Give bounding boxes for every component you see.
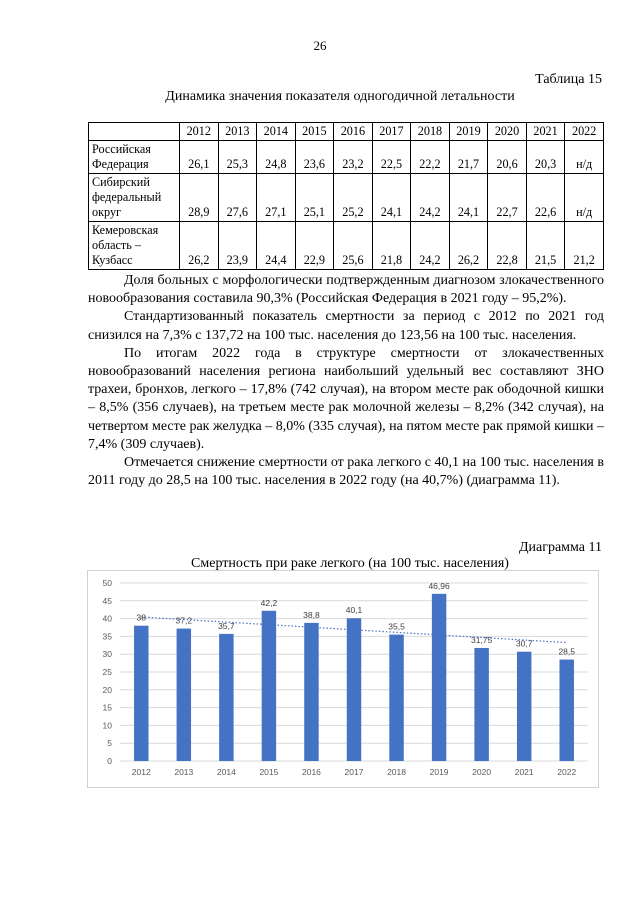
x-tick-label: 2015 xyxy=(259,767,279,777)
table-cell: 23,6 xyxy=(295,141,334,174)
header-year: 2016 xyxy=(334,123,373,141)
y-tick-label: 10 xyxy=(102,720,112,731)
table-cell: 21,5 xyxy=(526,222,565,270)
paragraph: Доля больных с морфологически подтвержденным диагнозом злокачественного новообразования составила 90,3% (Российская Федерация в 2021 году – 95,2%). xyxy=(88,273,604,307)
lung-cancer-mortality-chart xyxy=(88,571,598,787)
table-row xyxy=(89,222,604,270)
bar xyxy=(389,635,403,761)
data-label: 30,7 xyxy=(515,638,533,649)
row-name-line: Кузбасс xyxy=(92,253,133,267)
header-year: 2022 xyxy=(565,123,604,141)
y-tick-label: 5 xyxy=(107,738,112,749)
row-name-line: область – xyxy=(92,238,141,252)
header-year: 2021 xyxy=(526,123,565,141)
table-row xyxy=(89,174,604,222)
y-tick-label: 40 xyxy=(102,613,112,624)
y-tick-label: 15 xyxy=(102,702,112,713)
table-cell: 20,3 xyxy=(526,141,565,174)
table-cell: 24,1 xyxy=(372,174,411,222)
row-name xyxy=(89,174,180,222)
table-cell: 22,5 xyxy=(372,141,411,174)
bar xyxy=(559,660,573,761)
page-number: 26 xyxy=(313,38,327,53)
y-tick-label: 20 xyxy=(102,684,112,695)
row-name-line: федеральный xyxy=(92,190,162,204)
table-cell: 24,2 xyxy=(411,174,450,222)
diagram-title: Смертность при раке легкого (на 100 тыс. населения) xyxy=(191,556,509,571)
table-cell: 24,1 xyxy=(449,174,488,222)
data-label: 28,5 xyxy=(558,646,576,657)
row-name-line: Сибирский xyxy=(92,175,150,189)
table-cell: 27,1 xyxy=(257,174,296,222)
bar xyxy=(517,652,531,761)
table-cell: 25,2 xyxy=(334,174,373,222)
table-caption: Таблица 15 xyxy=(535,72,602,87)
header-year: 2018 xyxy=(411,123,450,141)
table-row xyxy=(89,141,604,174)
table-cell: 26,2 xyxy=(180,222,219,270)
table-cell: 25,1 xyxy=(295,174,334,222)
table-cell: 22,8 xyxy=(488,222,527,270)
y-tick-label: 45 xyxy=(102,595,112,606)
table-cell: 23,2 xyxy=(334,141,373,174)
y-tick-label: 0 xyxy=(107,756,112,766)
table-cell: 25,3 xyxy=(218,141,257,174)
table-cell: 22,7 xyxy=(488,174,527,222)
bar xyxy=(177,629,191,761)
table-cell: 26,1 xyxy=(180,141,219,174)
table-cell: 21,8 xyxy=(372,222,411,270)
x-tick-label: 2022 xyxy=(557,767,577,777)
bar xyxy=(304,623,318,761)
data-label: 38,8 xyxy=(303,609,320,620)
table-cell: 22,9 xyxy=(295,222,334,270)
paragraph: Отмечается снижение смертности от рака легкого с 40,1 на 100 тыс. населения в 2011 году до 28,5 на 100 тыс. населения в 2022 году (на 40,7%) (диаграмма 11). xyxy=(88,455,604,489)
bar xyxy=(134,626,148,761)
x-tick-label: 2012 xyxy=(131,767,151,777)
table-cell: н/д xyxy=(565,174,604,222)
header-year: 2019 xyxy=(449,123,488,141)
header-year: 2013 xyxy=(218,123,257,141)
data-label: 46,96 xyxy=(428,580,450,591)
table-cell: 24,4 xyxy=(257,222,296,270)
data-label: 35,7 xyxy=(218,620,235,631)
x-tick-label: 2017 xyxy=(344,767,364,777)
bar xyxy=(347,618,361,761)
bar xyxy=(432,594,446,761)
row-name-line: Федерация xyxy=(92,157,149,171)
x-tick-label: 2018 xyxy=(387,767,407,777)
table-cell: 24,2 xyxy=(411,222,450,270)
y-tick-label: 30 xyxy=(102,649,112,660)
table-cell: 25,6 xyxy=(334,222,373,270)
bar xyxy=(219,634,233,761)
y-tick-label: 50 xyxy=(102,578,112,588)
table-cell: 22,6 xyxy=(526,174,565,222)
table-cell: 24,8 xyxy=(257,141,296,174)
paragraph: Стандартизованный показатель смертности за период с 2012 по 2021 год снизился на 7,3% с 137,72 на 100 тыс. населения до 123,56 на 100 тыс. населения. xyxy=(88,309,604,343)
header-year: 2012 xyxy=(180,123,219,141)
bar xyxy=(474,648,488,761)
paragraph: По итогам 2022 года в структуре смертности от злокачественных новообразований населения региона наибольший удельный вес составляют ЗНО трахеи, бронхов, легкого – 17,8% (742 случая), на втором месте рак ободочной кишки – 8,5% (356 случаев), на третьем месте рак молочной железы – 8,2% (342 случая), на четвертом месте рак желудка – 8,0% (335 случая), на пятом месте рак прямой кишки – 7,4% (309 случаев). xyxy=(88,345,604,452)
row-name-line: округ xyxy=(92,205,122,219)
x-tick-label: 2016 xyxy=(301,767,321,777)
table-header-row xyxy=(89,123,604,141)
data-label: 40,1 xyxy=(345,605,363,616)
table-cell: н/д xyxy=(565,141,604,174)
row-name xyxy=(89,222,180,270)
header-year: 2017 xyxy=(372,123,411,141)
header-year: 2014 xyxy=(257,123,296,141)
row-name xyxy=(89,141,180,174)
x-tick-label: 2013 xyxy=(174,767,194,777)
diagram-caption: Диаграмма 11 xyxy=(518,540,602,555)
data-label: 35,5 xyxy=(388,621,405,632)
y-tick-label: 35 xyxy=(102,631,112,642)
data-label: 37,2 xyxy=(175,615,193,626)
data-label: 38 xyxy=(136,612,147,623)
y-tick-label: 25 xyxy=(102,667,112,677)
x-tick-label: 2019 xyxy=(429,767,449,777)
x-tick-label: 2014 xyxy=(216,767,236,777)
lethality-table xyxy=(88,122,604,270)
table-cell: 21,7 xyxy=(449,141,488,174)
table-cell: 22,2 xyxy=(411,141,450,174)
table-cell: 27,6 xyxy=(218,174,257,222)
body-text xyxy=(88,272,604,490)
x-tick-label: 2021 xyxy=(514,767,534,777)
data-label: 31,75 xyxy=(470,634,493,645)
row-name-line: Кемеровская xyxy=(92,223,159,237)
header-year: 2020 xyxy=(488,123,527,141)
table-cell: 21,2 xyxy=(565,222,604,270)
table-cell: 23,9 xyxy=(218,222,257,270)
data-label: 42,2 xyxy=(260,597,278,608)
table-title: Динамика значения показателя одногодичной летальности xyxy=(165,89,515,104)
bar xyxy=(262,611,276,761)
table-cell: 28,9 xyxy=(180,174,219,222)
row-name-line: Российская xyxy=(92,142,151,156)
table-cell: 20,6 xyxy=(488,141,527,174)
x-tick-label: 2020 xyxy=(472,767,492,777)
header-year: 2015 xyxy=(295,123,334,141)
chart-frame xyxy=(87,570,599,788)
header-empty-cell xyxy=(89,123,180,141)
table-cell: 26,2 xyxy=(449,222,488,270)
